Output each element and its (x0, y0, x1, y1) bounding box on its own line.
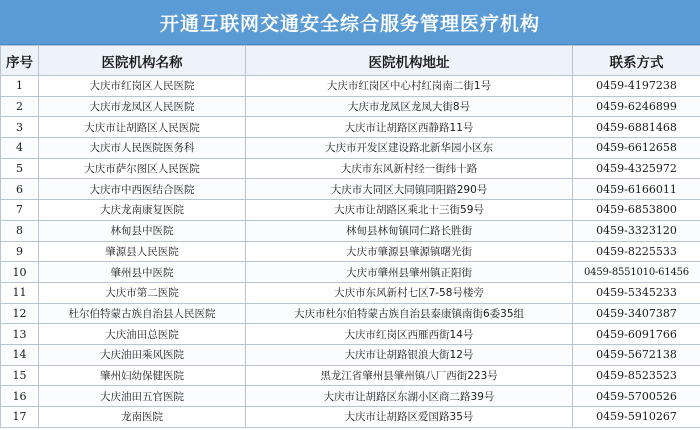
cell-hospital-name[interactable]: 肇州县中医院 (39, 262, 246, 283)
cell-hospital-address[interactable]: 大庆市肇州县肇州镇正阳街 (246, 262, 573, 283)
cell-index[interactable]: 11 (1, 282, 39, 303)
header-index[interactable]: 序号 (1, 46, 39, 76)
cell-hospital-name[interactable]: 大庆市红岗区人民医院 (39, 76, 246, 97)
cell-hospital-name[interactable]: 大庆市人民医院医务科 (39, 138, 246, 159)
cell-hospital-address[interactable]: 大庆市让胡路区西静路11号 (246, 117, 573, 138)
table-row (1, 200, 700, 221)
cell-index[interactable]: 16 (1, 386, 39, 407)
cell-hospital-name[interactable]: 大庆龙南康复医院 (39, 200, 246, 221)
table-row (1, 138, 700, 159)
table-row (1, 76, 700, 97)
cell-hospital-address[interactable]: 大庆市红岗区西雁西街14号 (246, 324, 573, 345)
cell-index[interactable]: 15 (1, 365, 39, 386)
cell-hospital-address[interactable]: 大庆市开发区建设路北新华园小区东 (246, 138, 573, 159)
cell-hospital-name[interactable]: 肇源县人民医院 (39, 241, 246, 262)
cell-hospital-name[interactable]: 肇州妇幼保健医院 (39, 365, 246, 386)
table-row (1, 282, 700, 303)
cell-phone[interactable]: 0459-4197238 (573, 76, 700, 97)
table-row (1, 407, 700, 428)
hospital-table (0, 45, 700, 428)
table-row (1, 324, 700, 345)
table-row (1, 117, 700, 138)
cell-index[interactable]: 9 (1, 241, 39, 262)
cell-hospital-name[interactable]: 杜尔伯特蒙古族自治县人民医院 (39, 303, 246, 324)
cell-hospital-name[interactable]: 大庆油田乘风医院 (39, 344, 246, 365)
cell-hospital-name[interactable]: 大庆市让胡路区人民医院 (39, 117, 246, 138)
table-row (1, 365, 700, 386)
cell-hospital-name[interactable]: 大庆市第二医院 (39, 282, 246, 303)
table-row (1, 220, 700, 241)
cell-index[interactable]: 7 (1, 200, 39, 221)
cell-hospital-address[interactable]: 大庆市让胡路区东湖小区商二路39号 (246, 386, 573, 407)
cell-phone[interactable]: 0459-8225533 (573, 241, 700, 262)
cell-hospital-name[interactable]: 大庆油田五官医院 (39, 386, 246, 407)
cell-phone[interactable]: 0459-6166011 (573, 179, 700, 200)
cell-index[interactable]: 8 (1, 220, 39, 241)
table-row (1, 158, 700, 179)
cell-phone[interactable]: 0459-6246899 (573, 96, 700, 117)
header-contact[interactable]: 联系方式 (573, 46, 700, 76)
table-body (1, 76, 700, 428)
table-row (1, 386, 700, 407)
cell-phone[interactable]: 0459-6612658 (573, 138, 700, 159)
cell-hospital-address[interactable]: 大庆市让胡路区爱国路35号 (246, 407, 573, 428)
cell-phone[interactable]: 0459-8551010-61456 (573, 262, 700, 283)
cell-index[interactable]: 13 (1, 324, 39, 345)
cell-phone[interactable]: 0459-5345233 (573, 282, 700, 303)
cell-index[interactable]: 10 (1, 262, 39, 283)
cell-hospital-address[interactable]: 大庆市杜尔伯特蒙古族自治县泰康镇南街6委35组 (246, 303, 573, 324)
cell-hospital-name[interactable]: 大庆油田总医院 (39, 324, 246, 345)
cell-index[interactable]: 14 (1, 344, 39, 365)
cell-phone[interactable]: 0459-5672138 (573, 344, 700, 365)
cell-index[interactable]: 17 (1, 407, 39, 428)
cell-hospital-address[interactable]: 大庆市大同区大同镇同阳路290号 (246, 179, 573, 200)
header-name[interactable]: 医院机构名称 (39, 46, 246, 76)
cell-phone[interactable]: 0459-6853800 (573, 200, 700, 221)
table-row (1, 241, 700, 262)
table-row (1, 344, 700, 365)
sheet-title: 开通互联网交通安全综合服务管理医疗机构 (0, 0, 700, 45)
cell-hospital-address[interactable]: 黑龙江省肇州县肇州镇八厂西街223号 (246, 365, 573, 386)
cell-index[interactable]: 6 (1, 179, 39, 200)
cell-hospital-address[interactable]: 大庆市红岗区中心村红岗南二街1号 (246, 76, 573, 97)
cell-phone[interactable]: 0459-3407387 (573, 303, 700, 324)
header-row (1, 46, 700, 76)
table-row (1, 179, 700, 200)
cell-hospital-name[interactable]: 龙南医院 (39, 407, 246, 428)
cell-index[interactable]: 4 (1, 138, 39, 159)
cell-hospital-address[interactable]: 林甸县林甸镇同仁路长胜街 (246, 220, 573, 241)
cell-index[interactable]: 5 (1, 158, 39, 179)
table-row (1, 96, 700, 117)
cell-index[interactable]: 12 (1, 303, 39, 324)
cell-hospital-address[interactable]: 大庆市肇源县肇源镇曙光街 (246, 241, 573, 262)
cell-phone[interactable]: 0459-5700526 (573, 386, 700, 407)
cell-hospital-name[interactable]: 大庆市龙凤区人民医院 (39, 96, 246, 117)
cell-hospital-address[interactable]: 大庆市东风新村七区7-58号楼旁 (246, 282, 573, 303)
cell-hospital-address[interactable]: 大庆市东风新村经一街纬十路 (246, 158, 573, 179)
cell-phone[interactable]: 0459-6881468 (573, 117, 700, 138)
cell-index[interactable]: 2 (1, 96, 39, 117)
cell-hospital-address[interactable]: 大庆市龙凤区龙凤大街8号 (246, 96, 573, 117)
cell-hospital-address[interactable]: 大庆市让胡路银浪大街12号 (246, 344, 573, 365)
cell-hospital-name[interactable]: 大庆市中西医结合医院 (39, 179, 246, 200)
table-row (1, 303, 700, 324)
cell-hospital-address[interactable]: 大庆市让胡路区乘北十三街59号 (246, 200, 573, 221)
cell-index[interactable]: 1 (1, 76, 39, 97)
cell-phone[interactable]: 0459-3323120 (573, 220, 700, 241)
cell-phone[interactable]: 0459-6091766 (573, 324, 700, 345)
cell-phone[interactable]: 0459-8523523 (573, 365, 700, 386)
table-row (1, 262, 700, 283)
cell-phone[interactable]: 0459-5910267 (573, 407, 700, 428)
cell-hospital-name[interactable]: 大庆市萨尔图区人民医院 (39, 158, 246, 179)
cell-hospital-name[interactable]: 林甸县中医院 (39, 220, 246, 241)
cell-index[interactable]: 3 (1, 117, 39, 138)
cell-phone[interactable]: 0459-4325972 (573, 158, 700, 179)
header-address[interactable]: 医院机构地址 (246, 46, 573, 76)
